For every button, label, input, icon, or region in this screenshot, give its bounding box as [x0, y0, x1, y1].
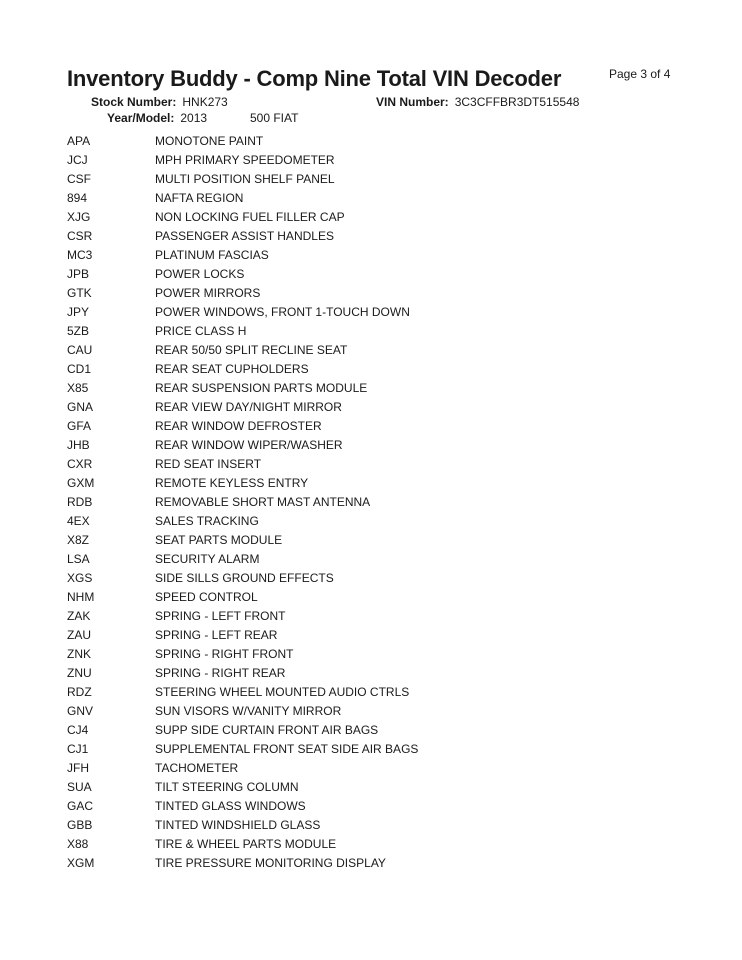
option-code: ZNU [67, 665, 92, 680]
option-description: REMOVABLE SHORT MAST ANTENNA [155, 494, 371, 509]
option-description: STEERING WHEEL MOUNTED AUDIO CTRLS [155, 684, 410, 699]
option-description: REAR WINDOW DEFROSTER [155, 418, 322, 433]
option-row [67, 245, 667, 264]
option-row [67, 777, 667, 796]
option-row [67, 321, 667, 340]
option-description: SEAT PARTS MODULE [155, 532, 283, 547]
page-indicator: Page 3 of 4 [609, 67, 671, 81]
option-description: SUPPLEMENTAL FRONT SEAT SIDE AIR BAGS [155, 741, 419, 756]
option-row [67, 359, 667, 378]
option-description: SIDE SILLS GROUND EFFECTS [155, 570, 334, 585]
stock-number-label: Stock Number: [91, 95, 177, 109]
option-code: 4EX [67, 513, 90, 528]
option-description: SUN VISORS W/VANITY MIRROR [155, 703, 342, 718]
stock-number [91, 95, 228, 109]
option-code: X88 [67, 836, 89, 851]
option-code: JHB [67, 437, 90, 452]
option-description: MULTI POSITION SHELF PANEL [155, 171, 335, 186]
option-row [67, 701, 667, 720]
option-row [67, 682, 667, 701]
option-row [67, 625, 667, 644]
option-row [67, 473, 667, 492]
option-row [67, 188, 667, 207]
option-row [67, 169, 667, 188]
option-description: POWER WINDOWS, FRONT 1-TOUCH DOWN [155, 304, 410, 319]
option-row [67, 815, 667, 834]
option-row [67, 549, 667, 568]
option-code: GXM [67, 475, 95, 490]
option-row [67, 568, 667, 587]
vin-number-label: VIN Number: [376, 95, 449, 109]
option-description: REAR SUSPENSION PARTS MODULE [155, 380, 368, 395]
option-row [67, 150, 667, 169]
year-value: 2013 [180, 111, 208, 125]
option-description: MPH PRIMARY SPEEDOMETER [155, 152, 335, 167]
option-row [67, 435, 667, 454]
option-code: GFA [67, 418, 92, 433]
option-code: 5ZB [67, 323, 90, 338]
option-row [67, 226, 667, 245]
option-row [67, 606, 667, 625]
option-description: TINTED GLASS WINDOWS [155, 798, 306, 813]
model-value: 500 FIAT [250, 111, 299, 125]
option-description: SPEED CONTROL [155, 589, 258, 604]
option-code: ZAK [67, 608, 91, 623]
option-code: JPB [67, 266, 90, 281]
option-row [67, 758, 667, 777]
option-code: GAC [67, 798, 94, 813]
option-code: XGM [67, 855, 95, 870]
option-row [67, 853, 667, 872]
option-code: CSR [67, 228, 93, 243]
option-description: TIRE & WHEEL PARTS MODULE [155, 836, 337, 851]
option-description: SPRING - RIGHT FRONT [155, 646, 294, 661]
option-row [67, 416, 667, 435]
option-row [67, 663, 667, 682]
option-code: 894 [67, 190, 88, 205]
option-row [67, 739, 667, 758]
option-description: TILT STEERING COLUMN [155, 779, 299, 794]
option-code: CXR [67, 456, 93, 471]
option-row [67, 796, 667, 815]
option-description: POWER MIRRORS [155, 285, 261, 300]
option-code: X85 [67, 380, 89, 395]
option-description: SUPP SIDE CURTAIN FRONT AIR BAGS [155, 722, 379, 737]
option-row [67, 720, 667, 739]
option-code: CAU [67, 342, 93, 357]
vin-number-value: 3C3CFFBR3DT515548 [454, 95, 580, 109]
option-code: APA [67, 133, 91, 148]
option-code: RDZ [67, 684, 92, 699]
option-code: JCJ [67, 152, 88, 167]
option-row [67, 378, 667, 397]
option-description: REAR 50/50 SPLIT RECLINE SEAT [155, 342, 348, 357]
option-description: SPRING - RIGHT REAR [155, 665, 286, 680]
option-row [67, 302, 667, 321]
option-code: GNV [67, 703, 94, 718]
option-description: SPRING - LEFT REAR [155, 627, 278, 642]
year-model [107, 111, 207, 125]
option-description: REMOTE KEYLESS ENTRY [155, 475, 309, 490]
option-code: ZNK [67, 646, 91, 661]
option-description: PASSENGER ASSIST HANDLES [155, 228, 334, 243]
option-description: POWER LOCKS [155, 266, 245, 281]
document-title: Inventory Buddy - Comp Nine Total VIN Decoder [67, 66, 562, 91]
option-description: TINTED WINDSHIELD GLASS [155, 817, 321, 832]
option-code-list [67, 131, 667, 872]
year-model-label: Year/Model: [107, 111, 175, 125]
option-code: MC3 [67, 247, 93, 262]
option-code: X8Z [67, 532, 90, 547]
option-description: REAR VIEW DAY/NIGHT MIRROR [155, 399, 342, 414]
option-code: CD1 [67, 361, 92, 376]
option-description: MONOTONE PAINT [155, 133, 264, 148]
option-row [67, 644, 667, 663]
option-row [67, 454, 667, 473]
option-code: JPY [67, 304, 90, 319]
option-row [67, 492, 667, 511]
option-row [67, 530, 667, 549]
option-code: GTK [67, 285, 92, 300]
option-row [67, 397, 667, 416]
option-row [67, 511, 667, 530]
option-row [67, 340, 667, 359]
option-description: NON LOCKING FUEL FILLER CAP [155, 209, 345, 224]
option-description: NAFTA REGION [155, 190, 244, 205]
option-row [67, 264, 667, 283]
option-code: GBB [67, 817, 93, 832]
stock-number-value: HNK273 [182, 95, 228, 109]
option-description: RED SEAT INSERT [155, 456, 262, 471]
option-code: LSA [67, 551, 90, 566]
vin-number [376, 95, 579, 109]
option-code: NHM [67, 589, 95, 604]
option-description: PLATINUM FASCIAS [155, 247, 269, 262]
option-description: REAR SEAT CUPHOLDERS [155, 361, 309, 376]
option-description: PRICE CLASS H [155, 323, 247, 338]
option-code: CJ4 [67, 722, 89, 737]
option-row [67, 131, 667, 150]
option-code: XJG [67, 209, 91, 224]
option-code: CSF [67, 171, 91, 186]
option-code: RDB [67, 494, 93, 509]
option-description: SECURITY ALARM [155, 551, 260, 566]
option-code: CJ1 [67, 741, 89, 756]
option-code: ZAU [67, 627, 91, 642]
option-code: SUA [67, 779, 92, 794]
option-row [67, 587, 667, 606]
option-code: XGS [67, 570, 93, 585]
option-row [67, 834, 667, 853]
option-description: SPRING - LEFT FRONT [155, 608, 286, 623]
option-description: TIRE PRESSURE MONITORING DISPLAY [155, 855, 386, 870]
option-description: TACHOMETER [155, 760, 239, 775]
option-row [67, 283, 667, 302]
option-description: REAR WINDOW WIPER/WASHER [155, 437, 343, 452]
option-row [67, 207, 667, 226]
option-code: JFH [67, 760, 89, 775]
option-code: GNA [67, 399, 94, 414]
option-description: SALES TRACKING [155, 513, 259, 528]
